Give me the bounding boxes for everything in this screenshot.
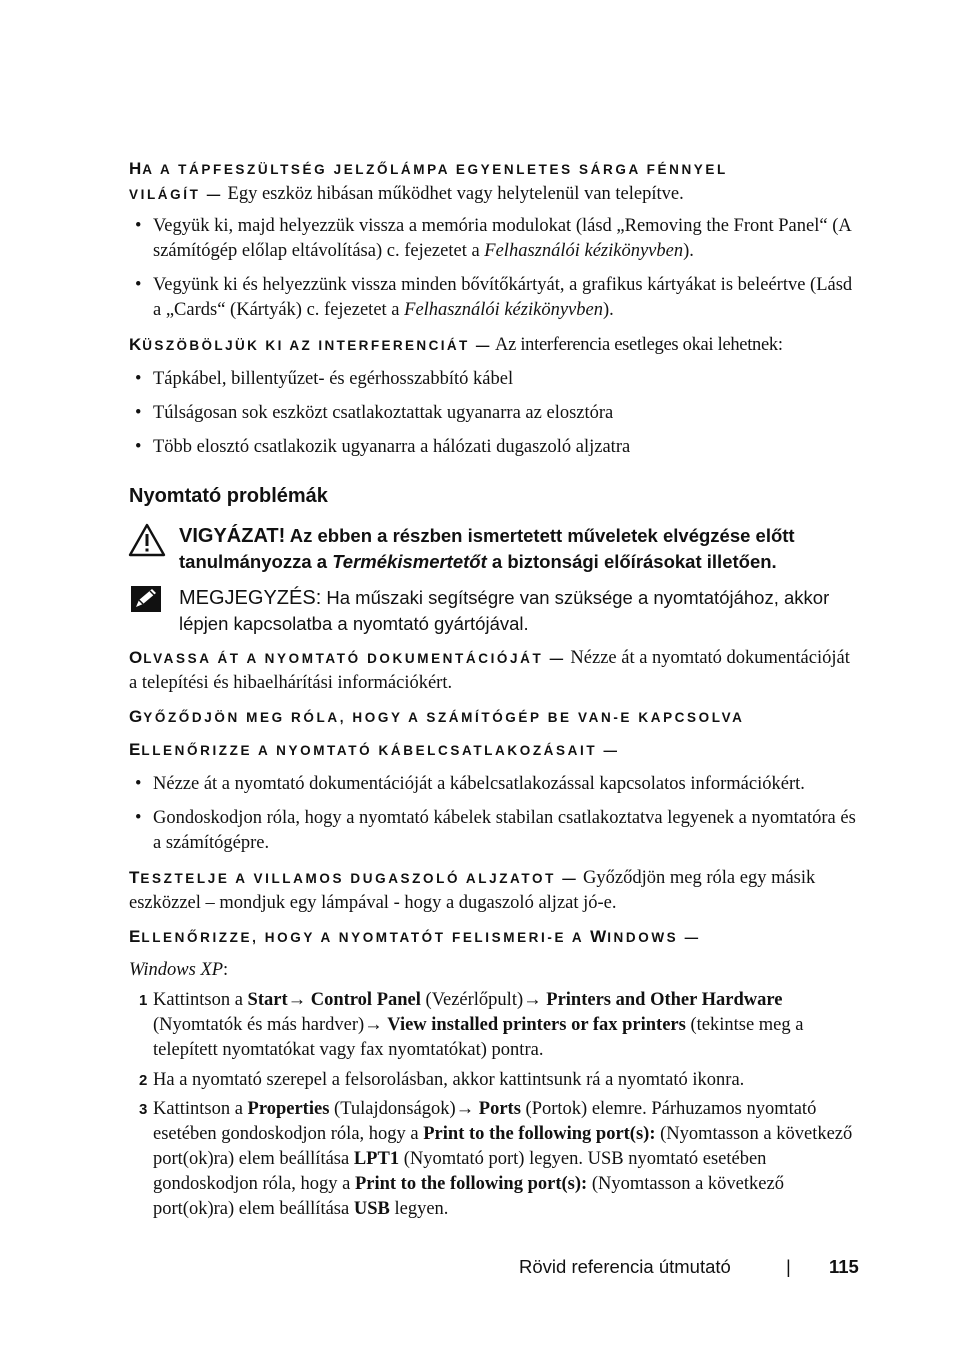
heading-initial: G (129, 707, 144, 726)
heading-text: LVASSA ÁT A NYOMTATÓ DOKUMENTÁCIÓJÁT — (143, 651, 566, 666)
step-text-bold: LPT1 (353, 1149, 400, 1169)
bullet-icon: • (135, 403, 142, 423)
caution-note (179, 523, 859, 574)
heading-text: A A TÁPFESZÜLTSÉG JELZŐLÁMPA EGYENLETES SÁRGA FÉNNYEL (142, 162, 728, 177)
heading-initial: E (129, 740, 142, 759)
step-text-bold: Ports (478, 1099, 521, 1119)
footer-separator: | (786, 1256, 791, 1277)
step-text-part: Kattintson a (153, 990, 248, 1010)
list-item (129, 273, 859, 323)
step-text-part: → (287, 990, 311, 1010)
list-item (129, 401, 859, 426)
heading-windows-recognizes (129, 924, 859, 950)
list-item-text: Gondoskodjon róla, hogy a nyomtató kábelek stabilan csatlakoztatva legyenek a nyomtatóra és a számítógépre. (153, 808, 856, 853)
step-text (153, 988, 859, 1063)
heading-initial: E (129, 927, 142, 946)
list-item (129, 435, 859, 460)
caution-text-end: a biztonsági előírásokat illetően. (486, 551, 777, 572)
heading-check-cables (129, 737, 859, 763)
step-text-bold: View installed printers or fax printers (387, 1015, 686, 1035)
heading-power-light-amber (129, 156, 859, 207)
list-item-text: Vegyük ki, majd helyezzük vissza a memória modulokat (lásd „Removing the Front Panel“ (A számítógép előlap eltávolítása) c. fejezetet a (153, 216, 851, 261)
step-text-part: Ha a nyomtató szerepel a felsorolásban, akkor kattintsunk rá a nyomtató ikonra. (153, 1070, 745, 1090)
list-item-text: Nézze át a nyomtató dokumentációját a kábelcsatlakozással kapcsolatos információkért. (153, 774, 805, 794)
step-text-part: (Nyomtató port) legyen. USB nyomtató esetében gondoskodjon róla, hogy a (153, 1149, 767, 1194)
step-text-bold: Control Panel (310, 990, 421, 1010)
step-text-part: (tekintse meg a telepített nyomtatókat vagy fax nyomtatókat) pontra. (153, 1015, 804, 1060)
step-text-bold: Start (247, 990, 288, 1010)
footer-title: Rövid referencia útmutató (519, 1256, 731, 1277)
step-item (129, 1097, 859, 1222)
heading-interference (129, 332, 869, 358)
list-item (129, 214, 859, 264)
step-text-bold: Print to the following port(s): (423, 1124, 656, 1144)
step-text-bold: Printers and Other Hardware (546, 990, 783, 1010)
step-text-part: (Tulajdonságok)→ (329, 1099, 479, 1119)
list-item-text-end: ). (602, 300, 614, 320)
list-item (129, 806, 859, 856)
step-text-part: (Portok) elemre. Párhuzamos nyomtató esetében gondoskodjon róla, hogy a (153, 1099, 817, 1144)
step-text-bold: Print to the following port(s): (354, 1174, 588, 1194)
step-text-bold: Properties (247, 1099, 330, 1119)
step-number: 3 (139, 1101, 148, 1118)
note-label: MEGJEGYZÉS: (179, 587, 322, 609)
caution-text: Az ebben a részben ismertetett műveletek elvégzése előtt tanulmányozza a (179, 525, 795, 572)
os-name: Windows XP (129, 960, 224, 980)
list-item-italic: Felhasználói kézikönyvben (404, 300, 603, 320)
heading-initial-2: W (590, 927, 608, 946)
step-text-part: (Nyomtatók és más hardver)→ (153, 1015, 388, 1035)
paragraph-text: Nézze át a nyomtató dokumentációját a telepítési és hibaelhárítási információkért. (129, 648, 850, 693)
paragraph-text: Győződjön meg róla egy másik eszközzel – mondjuk egy lámpával - hogy a dugaszoló aljzat jó-e. (129, 868, 816, 913)
heading-text: ÜSZÖBÖLJÜK KI AZ INTERFERENCIÁT — (142, 338, 492, 353)
step-item (129, 1068, 859, 1093)
note-text: Ha műszaki segítségre van szüksége a nyomtatójához, akkor lépjen kapcsolatba a nyomtató gyártójával. (179, 587, 830, 634)
list-item-text: Vegyünk ki és helyezzünk vissza minden bővítőkártyát, a grafikus kártyákat is beleértve (Lásd a „Cards“ (Kártyák) c. fejezetet a (153, 275, 853, 320)
bullet-icon: • (135, 808, 142, 828)
bullet-icon: • (135, 275, 142, 295)
list-item-text: Túlságosan sok eszközt csatlakoztattak ugyanarra az elosztóra (153, 403, 614, 423)
step-text-part: (Nyomtasson a következő port(ok)ra) elem beállítása (153, 1174, 784, 1219)
heading-text-line2: VILÁGÍT — (129, 187, 223, 202)
step-number: 2 (139, 1072, 148, 1089)
bullet-icon: • (135, 774, 142, 794)
list-item-text: Több elosztó csatlakozik ugyanarra a hálózati dugaszoló aljzatra (153, 437, 631, 457)
heading-initial: T (129, 868, 141, 887)
list-item-text: Tápkábel, billentyűzet- és egérhosszabbító kábel (153, 369, 514, 389)
heading-test-outlet (129, 865, 859, 916)
page-number: 115 (829, 1256, 859, 1277)
heading-text-2: INDOWS — (607, 930, 701, 945)
step-text-part: Kattintson a (153, 1099, 248, 1119)
heading-computer-on (129, 704, 859, 730)
windows-xp-label (129, 958, 859, 983)
step-number: 1 (139, 992, 148, 1009)
step-text-part: legyen. (389, 1199, 449, 1219)
step-text-part: (Nyomtasson a következő port(ok)ra) elem beállítása (153, 1124, 853, 1169)
step-text (153, 1068, 859, 1093)
heading-text: YŐZŐDJÖN MEG RÓLA, HOGY A SZÁMÍTÓGÉP BE VAN-E KAPCSOLVA (143, 710, 745, 725)
heading-initial: H (129, 159, 143, 178)
heading-text: LLENŐRIZZE A NYOMTATÓ KÁBELCSATLAKOZÁSAIT — (141, 743, 620, 758)
section-title: Nyomtató problémák (129, 485, 328, 507)
paragraph-text: Az interferencia esetleges okai lehetnek: (495, 335, 783, 355)
heading-read-documentation (129, 645, 859, 696)
note-block (179, 585, 859, 636)
note-pencil-icon (131, 586, 161, 612)
heading-text: ESZTELJE A VILLAMOS DUGASZOLÓ ALJZATOT — (140, 871, 579, 886)
step-text-bold: USB (353, 1199, 390, 1219)
bullet-icon: • (135, 369, 142, 389)
heading-initial: O (129, 648, 144, 667)
step-item (129, 988, 859, 1063)
list-item (129, 772, 859, 797)
bullet-icon: • (135, 437, 142, 457)
step-text-part: (Vezérlőpult)→ (420, 990, 547, 1010)
bullet-icon: • (135, 216, 142, 236)
step-text (153, 1097, 859, 1222)
list-item (129, 367, 859, 392)
heading-text: LLENŐRIZZE, HOGY A NYOMTATÓT FELISMERI-E A (141, 930, 591, 945)
caution-italic: Termékismertetőt (332, 551, 487, 572)
caution-label: VIGYÁZAT! (179, 525, 286, 547)
list-item-italic: Felhasználói kézikönyvben (484, 241, 684, 261)
heading-initial: K (129, 335, 143, 354)
os-colon: : (223, 960, 229, 980)
list-item-text-end: ). (683, 241, 694, 261)
warning-triangle-icon (128, 523, 166, 557)
paragraph-text: Egy eszköz hibásan működhet vagy helytelenül van telepítve. (227, 184, 684, 204)
